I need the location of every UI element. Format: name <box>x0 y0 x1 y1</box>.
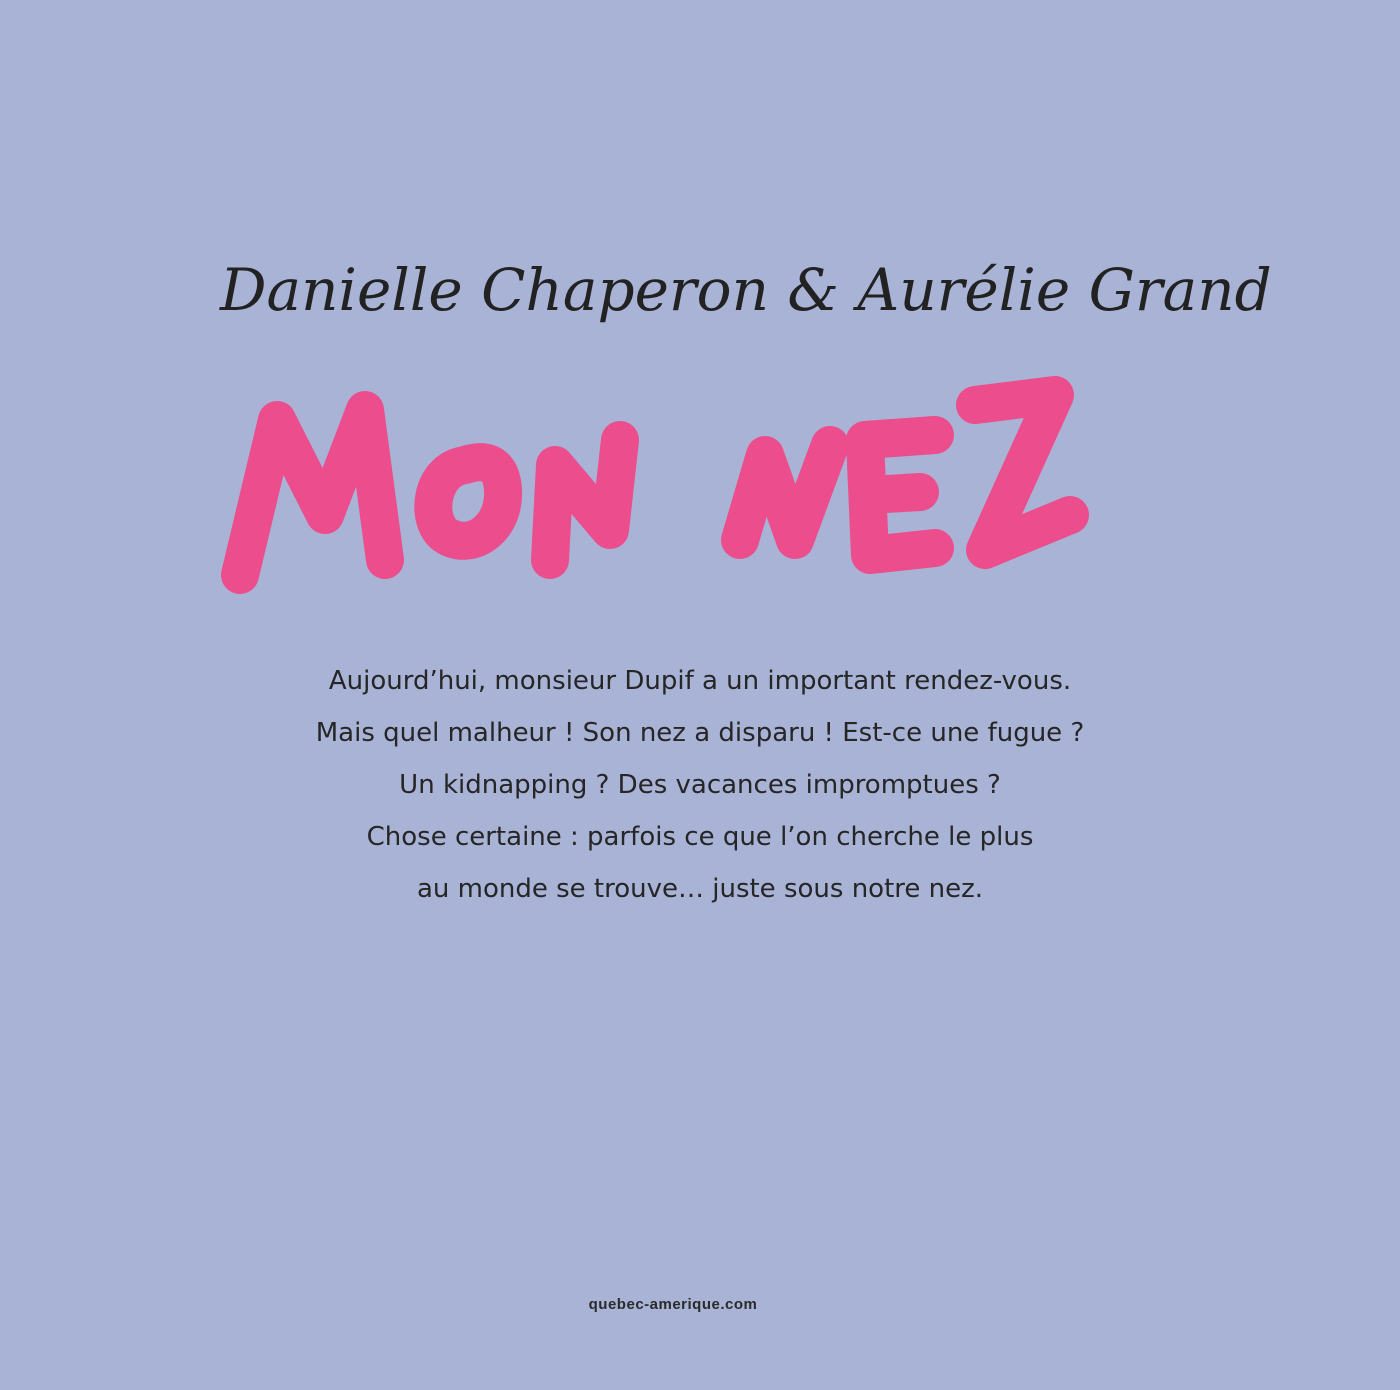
title-letter-z <box>975 395 1070 550</box>
blurb-line: Chose certaine : parfois ce que l’on cherche le plus <box>366 822 1034 852</box>
title-letter-e <box>865 435 935 555</box>
authors-handwriting: Danielle Chaperon & Aurélie Grand <box>220 256 1272 324</box>
blurb-line: Mais quel malheur ! Son nez a disparu ! Est-ce une fugue ? <box>315 718 1085 748</box>
blurb-line: Aujourd’hui, monsieur Dupif a un important rendez-vous. <box>328 666 1072 696</box>
title-letter-n <box>550 440 620 560</box>
back-cover-blurb <box>150 655 1250 915</box>
book-title <box>215 370 1115 610</box>
title-letter-m <box>240 410 385 575</box>
blurb-line: Un kidnapping ? Des vacances impromptues ? <box>399 770 1001 800</box>
blurb-line: au monde se trouve… juste sous notre nez. <box>416 874 984 904</box>
title-letter-o <box>433 462 503 541</box>
title-letter-n2 <box>740 445 830 540</box>
publisher-website: quebec-amerique.com <box>588 1296 758 1313</box>
title-lettering <box>215 370 1115 610</box>
authors-signature <box>220 240 1272 350</box>
